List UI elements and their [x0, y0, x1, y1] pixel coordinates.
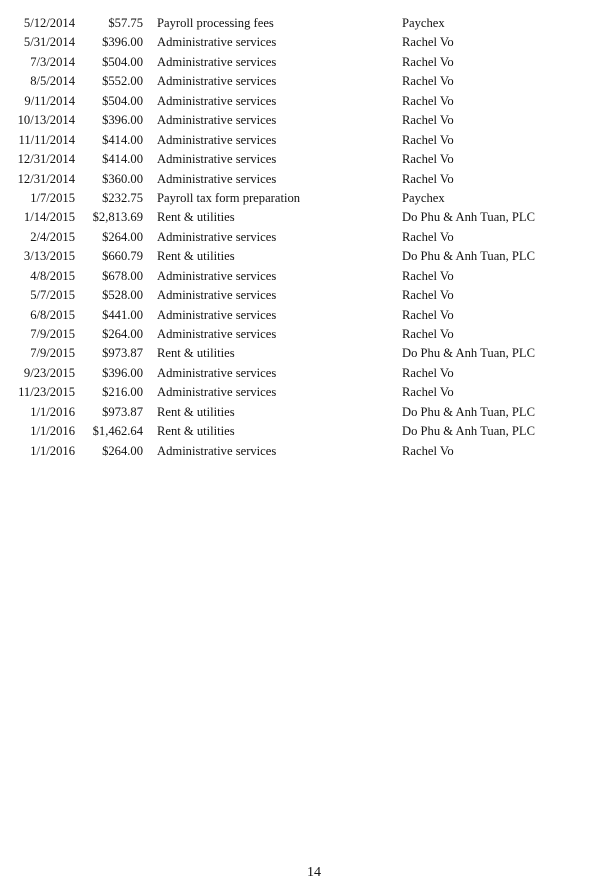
ledger-row — [0, 247, 590, 266]
description-cell: Administrative services — [157, 288, 277, 303]
description-cell: Administrative services — [157, 443, 277, 458]
date-cell: 1/1/2016 — [30, 404, 75, 419]
date-cell: 7/3/2014 — [30, 54, 75, 69]
description-cell: Administrative services — [157, 365, 277, 380]
payee-cell: Rachel Vo — [402, 385, 454, 400]
payee-cell: Do Phu & Anh Tuan, PLC — [402, 404, 535, 419]
expense-ledger — [0, 14, 590, 461]
amount-cell: $504.00 — [102, 54, 143, 69]
description-cell: Rent & utilities — [157, 404, 235, 419]
ledger-row — [0, 422, 590, 441]
amount-cell: $264.00 — [102, 327, 143, 341]
date-cell: 10/13/2014 — [17, 113, 75, 128]
description-cell: Administrative services — [157, 171, 277, 186]
payee-cell: Rachel Vo — [402, 365, 454, 380]
ledger-row — [0, 92, 590, 111]
ledger-row — [0, 267, 590, 286]
description-cell: Payroll tax form preparation — [157, 190, 301, 205]
description-cell: Rent & utilities — [157, 249, 235, 264]
payee-cell: Paychex — [402, 16, 445, 30]
amount-cell: $678.00 — [102, 268, 143, 283]
date-cell: 12/31/2014 — [17, 152, 75, 167]
payee-cell: Rachel Vo — [402, 327, 454, 341]
ledger-row — [0, 33, 590, 52]
payee-cell: Rachel Vo — [402, 132, 454, 147]
payee-cell: Rachel Vo — [402, 229, 454, 244]
payee-cell: Rachel Vo — [402, 74, 454, 89]
date-cell: 1/7/2015 — [30, 190, 75, 205]
payee-cell: Rachel Vo — [402, 307, 454, 322]
payee-cell: Do Phu & Anh Tuan, PLC — [402, 210, 535, 225]
payee-cell: Rachel Vo — [402, 288, 454, 303]
description-cell: Rent & utilities — [157, 210, 235, 225]
date-cell: 1/14/2015 — [23, 210, 75, 225]
ledger-row — [0, 442, 590, 461]
date-cell: 9/23/2015 — [23, 365, 75, 380]
amount-cell: $360.00 — [102, 171, 143, 186]
description-cell: Administrative services — [157, 113, 277, 128]
ledger-row — [0, 403, 590, 422]
description-cell: Administrative services — [157, 132, 277, 147]
amount-cell: $216.00 — [102, 385, 143, 400]
ledger-row — [0, 383, 590, 402]
date-cell: 7/9/2015 — [30, 346, 75, 361]
payee-cell: Rachel Vo — [402, 113, 454, 128]
amount-cell: $2,813.69 — [92, 210, 143, 225]
amount-cell: $396.00 — [102, 35, 143, 50]
description-cell: Administrative services — [157, 152, 277, 167]
ledger-row — [0, 228, 590, 247]
date-cell: 8/5/2014 — [30, 74, 75, 89]
description-cell: Administrative services — [157, 385, 277, 400]
description-cell: Administrative services — [157, 54, 277, 69]
date-cell: 7/9/2015 — [30, 327, 75, 341]
payee-cell: Rachel Vo — [402, 152, 454, 167]
payee-cell: Paychex — [402, 190, 445, 205]
amount-cell: $414.00 — [102, 132, 143, 147]
description-cell: Administrative services — [157, 307, 277, 322]
date-cell: 3/13/2015 — [23, 249, 75, 264]
amount-cell: $264.00 — [102, 443, 143, 458]
amount-cell: $57.75 — [108, 16, 143, 30]
amount-cell: $1,462.64 — [92, 424, 143, 439]
date-cell: 5/31/2014 — [23, 35, 75, 50]
description-cell: Payroll processing fees — [157, 16, 274, 30]
date-cell: 1/1/2016 — [30, 443, 75, 458]
ledger-row — [0, 286, 590, 305]
ledger-row — [0, 14, 590, 33]
ledger-row — [0, 72, 590, 91]
amount-cell: $396.00 — [102, 113, 143, 128]
payee-cell: Do Phu & Anh Tuan, PLC — [402, 346, 535, 361]
payee-cell: Do Phu & Anh Tuan, PLC — [402, 424, 535, 439]
amount-cell: $396.00 — [102, 365, 143, 380]
ledger-row — [0, 53, 590, 72]
amount-cell: $973.87 — [102, 404, 143, 419]
description-cell: Rent & utilities — [157, 424, 235, 439]
ledger-row — [0, 131, 590, 150]
description-cell: Administrative services — [157, 74, 277, 89]
date-cell: 11/11/2014 — [18, 132, 75, 147]
payee-cell: Rachel Vo — [402, 54, 454, 69]
date-cell: 11/23/2015 — [18, 385, 75, 400]
date-cell: 5/12/2014 — [23, 16, 75, 30]
date-cell: 2/4/2015 — [30, 229, 75, 244]
amount-cell: $660.79 — [102, 249, 143, 264]
ledger-row — [0, 208, 590, 227]
description-cell: Administrative services — [157, 35, 277, 50]
description-cell: Administrative services — [157, 229, 277, 244]
amount-cell: $264.00 — [102, 229, 143, 244]
payee-cell: Rachel Vo — [402, 171, 454, 186]
description-cell: Administrative services — [157, 268, 277, 283]
payee-cell: Rachel Vo — [402, 443, 454, 458]
ledger-row — [0, 325, 590, 344]
amount-cell: $504.00 — [102, 93, 143, 108]
amount-cell: $552.00 — [102, 74, 143, 89]
payee-cell: Do Phu & Anh Tuan, PLC — [402, 249, 535, 264]
date-cell: 4/8/2015 — [30, 268, 75, 283]
amount-cell: $232.75 — [102, 190, 143, 205]
ledger-row — [0, 344, 590, 363]
date-cell: 1/1/2016 — [30, 424, 75, 439]
ledger-row — [0, 170, 590, 189]
payee-cell: Rachel Vo — [402, 35, 454, 50]
ledger-row — [0, 150, 590, 169]
description-cell: Administrative services — [157, 93, 277, 108]
ledger-row — [0, 306, 590, 325]
date-cell: 9/11/2014 — [24, 93, 75, 108]
amount-cell: $441.00 — [102, 307, 143, 322]
ledger-row — [0, 111, 590, 130]
page-number: 14 — [307, 865, 321, 880]
payee-cell: Rachel Vo — [402, 93, 454, 108]
amount-cell: $414.00 — [102, 152, 143, 167]
amount-cell: $973.87 — [102, 346, 143, 361]
amount-cell: $528.00 — [102, 288, 143, 303]
description-cell: Administrative services — [157, 327, 277, 341]
description-cell: Rent & utilities — [157, 346, 235, 361]
date-cell: 6/8/2015 — [30, 307, 75, 322]
payee-cell: Rachel Vo — [402, 268, 454, 283]
date-cell: 5/7/2015 — [30, 288, 75, 303]
ledger-row — [0, 189, 590, 208]
date-cell: 12/31/2014 — [17, 171, 75, 186]
ledger-row — [0, 364, 590, 383]
